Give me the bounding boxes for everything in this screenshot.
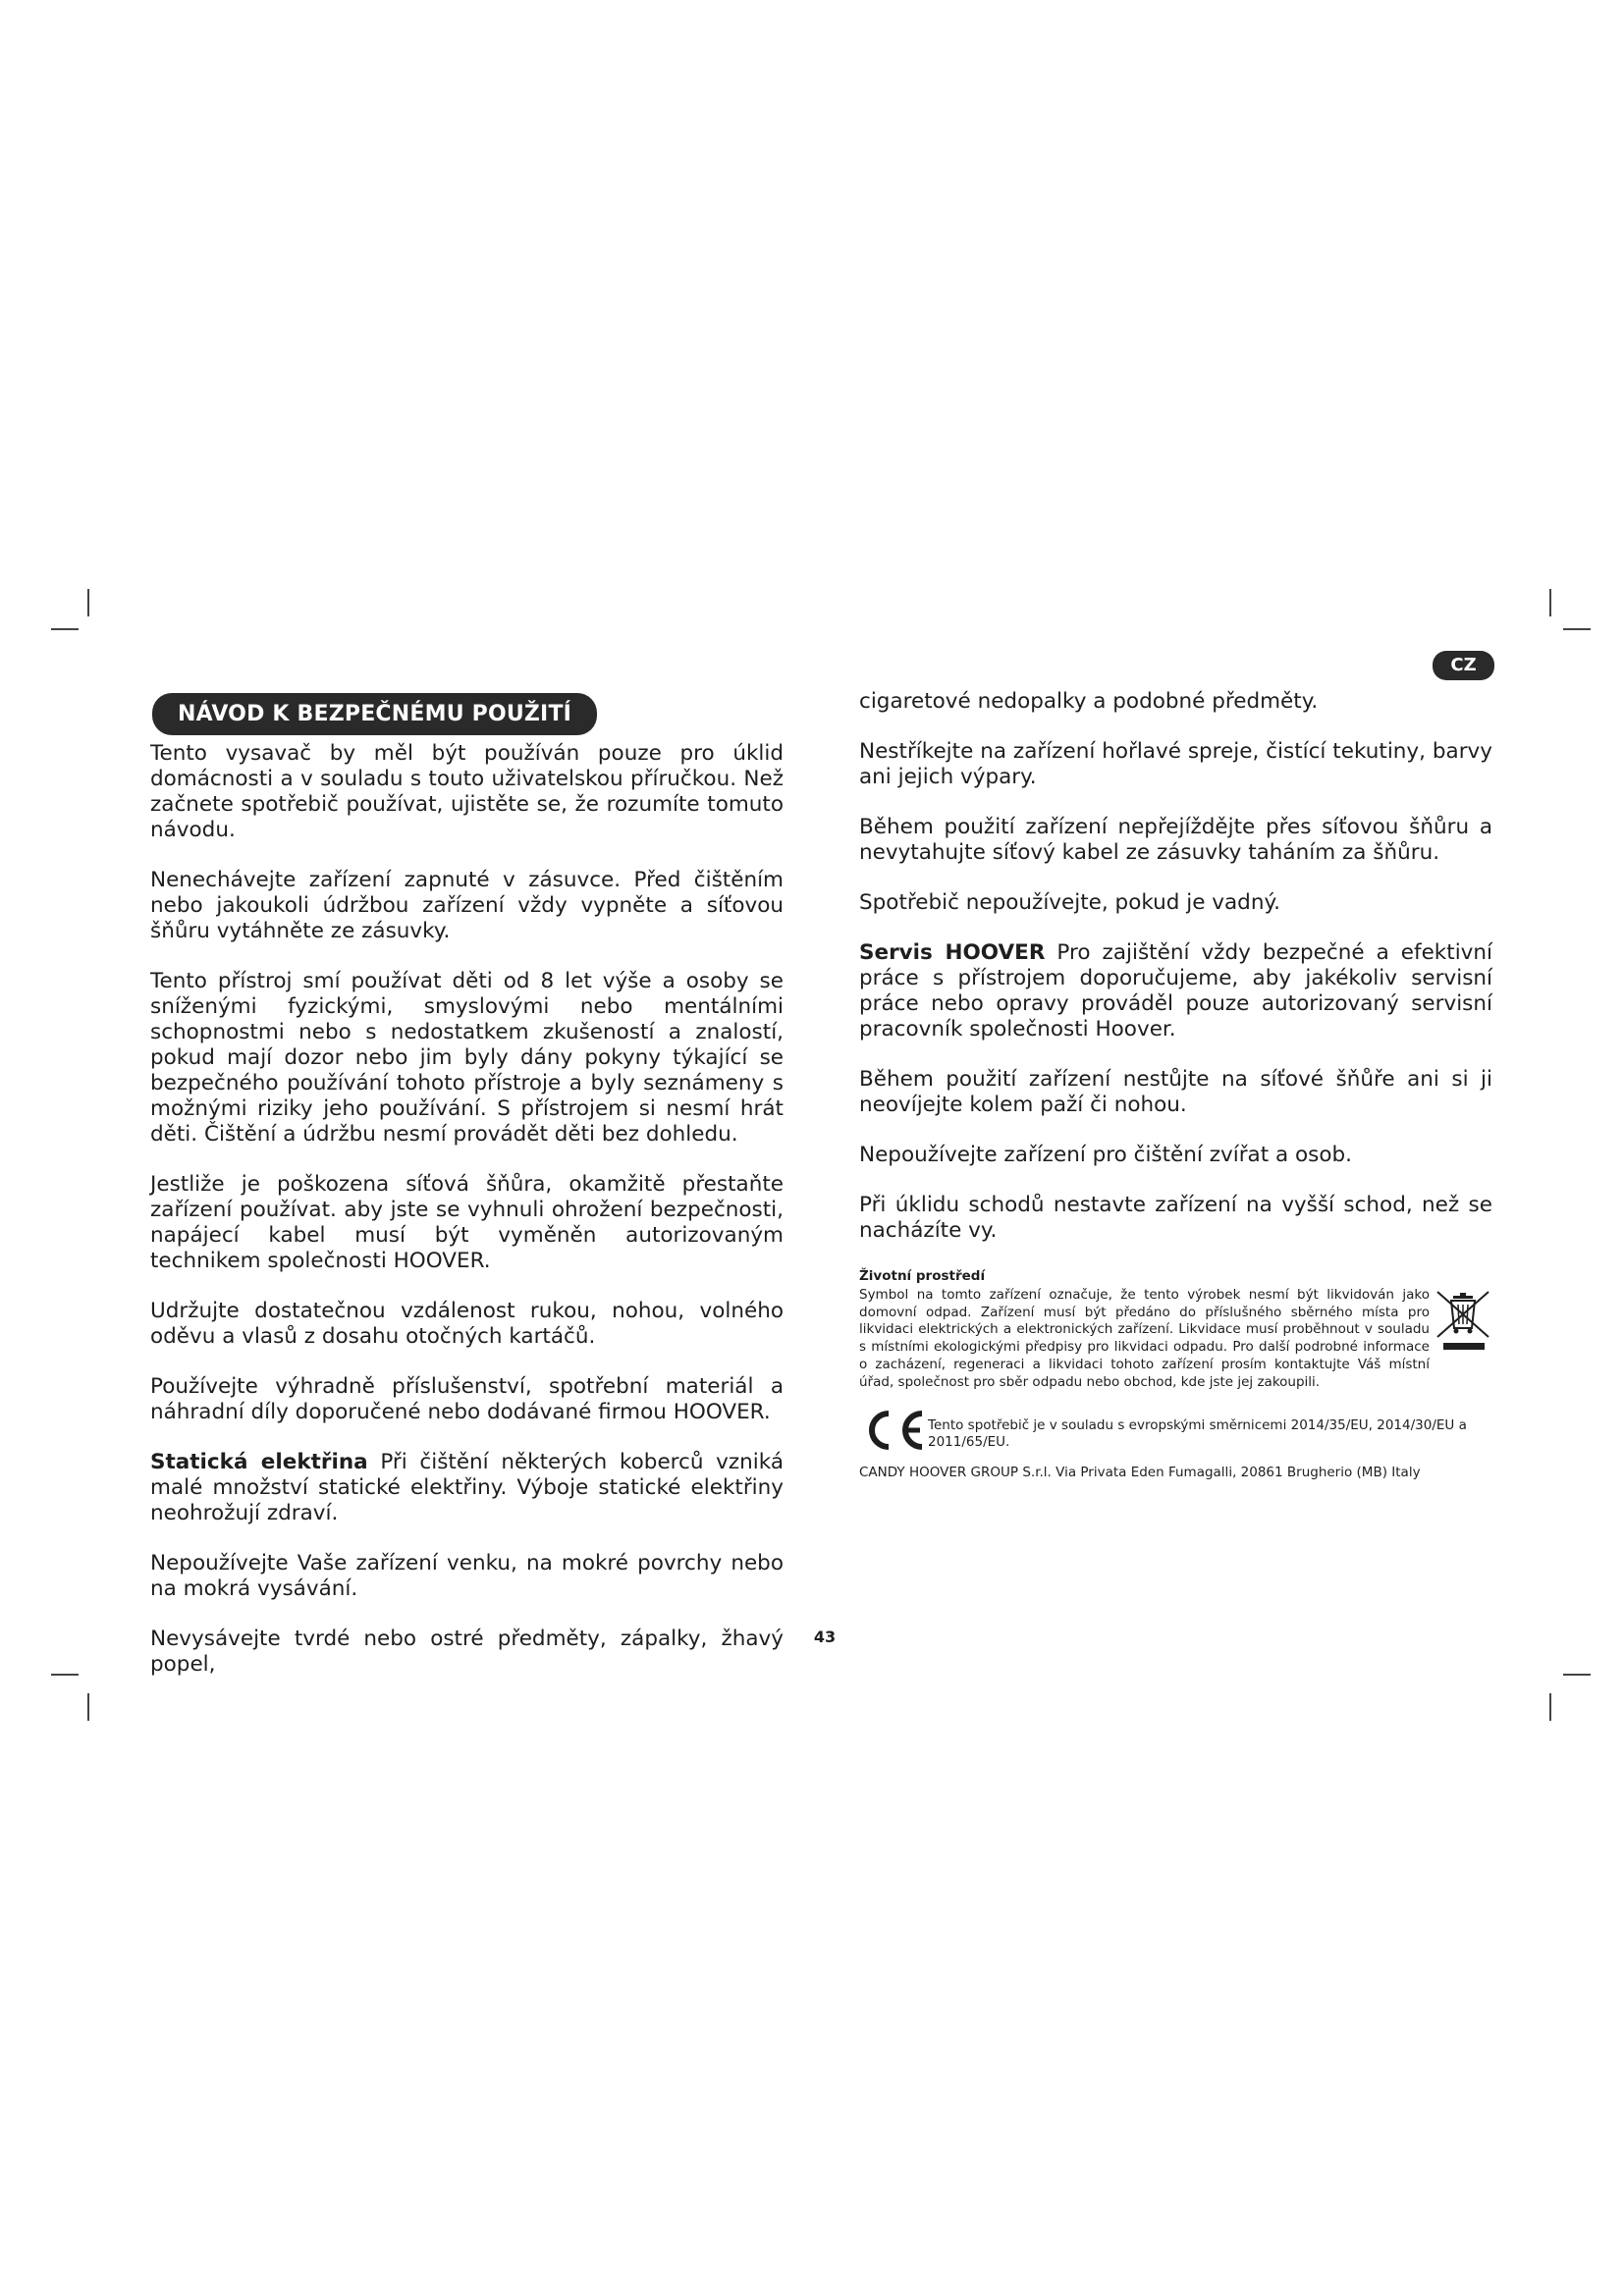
paragraph: Nepoužívejte Vaše zařízení venku, na mokré povrchy nebo na mokrá vysávání. bbox=[150, 1551, 784, 1601]
paragraph-lead: Statická elektřina bbox=[150, 1450, 368, 1474]
paragraph: Udržujte dostatečnou vzdálenost rukou, nohou, volného oděvu a vlasů z dosahu otočných kartáčů. bbox=[150, 1299, 784, 1349]
crop-mark bbox=[1563, 1674, 1591, 1676]
environment-text: Symbol na tomto zařízení označuje, že tento výrobek nesmí být likvidován jako domovní odpad. Zařízení musí být předáno do příslušného sběrného místa pro likvidaci elektrických a elektronických zařízení. Likvidace musí proběhnout v souladu s místními ekologickými předpisy pro likvidaci odpadu. Pro další podrobné informace o zacházení, regeneraci a likvidaci tohoto zařízení prosím kontaktujte Váš místní úřad, společnost pro sběr odpadu nebo obchod, kde jste jej zakoupili. bbox=[859, 1286, 1430, 1390]
environment-title: Životní prostředí bbox=[859, 1268, 986, 1284]
crop-mark bbox=[51, 1674, 79, 1676]
company-address: CANDY HOOVER GROUP S.r.l. Via Privata Eden Fumagalli, 20861 Brugherio (MB) Italy bbox=[859, 1464, 1421, 1480]
paragraph: Při úklidu schodů nestavte zařízení na vyšší schod, než se nacházíte vy. bbox=[859, 1193, 1492, 1243]
paragraph: Spotřebič nepoužívejte, pokud je vadný. bbox=[859, 890, 1280, 915]
left-column bbox=[150, 741, 784, 1702]
paragraph: cigaretové nedopalky a podobné předměty. bbox=[859, 689, 1319, 714]
paragraph: Nepoužívejte zařízení pro čištění zvířat a osob. bbox=[859, 1143, 1352, 1167]
crop-mark bbox=[87, 589, 89, 616]
crop-mark bbox=[87, 1693, 89, 1721]
paragraph-lead: Servis HOOVER bbox=[859, 940, 1046, 965]
section-title-badge: NÁVOD K BEZPEČNÉMU POUŽITÍ bbox=[152, 693, 597, 735]
page-number: 43 bbox=[813, 1628, 837, 1646]
paragraph: Používejte výhradně příslušenství, spotřební materiál a náhradní díly doporučené nebo dodávané firmou HOOVER. bbox=[150, 1374, 784, 1424]
paragraph: Během použití zařízení nepřejíždějte přes síťovou šňůru a nevytahujte síťový kabel ze zásuvky taháním za šňůru. bbox=[859, 815, 1492, 865]
ce-statement: Tento spotřebič je v souladu s evropskými směrnicemi 2014/35/EU, 2014/30/EU a 2011/65/EU. bbox=[928, 1416, 1467, 1451]
crop-mark bbox=[1563, 628, 1591, 630]
paragraph-static-electricity: Statická elektřina Při čištění některých koberců vzniká malé množství statické elektřiny. Výboje statické elektřiny neohrožují zdraví. bbox=[150, 1450, 784, 1525]
paragraph: Nestříkejte na zařízení hořlavé spreje, čistící tekutiny, barvy ani jejich výpary. bbox=[859, 739, 1492, 789]
weee-bin-icon bbox=[1435, 1288, 1492, 1353]
paragraph: Nevysávejte tvrdé nebo ostré předměty, zápalky, žhavý popel, bbox=[150, 1627, 784, 1677]
paragraph: Nenechávejte zařízení zapnuté v zásuvce. Před čištěním nebo jakoukoli údržbou zařízení vždy vypněte a síťovou šňůru vytáhněte ze zásuvky. bbox=[150, 868, 784, 943]
ce-conformity bbox=[859, 1408, 1492, 1453]
right-column bbox=[859, 689, 1492, 1480]
paragraph: Během použití zařízení nestůjte na síťové šňůře ani si ji neovíjejte kolem paží či nohou. bbox=[859, 1067, 1492, 1117]
paragraph: Tento vysavač by měl být používán pouze pro úklid domácnosti a v souladu s touto uživatelskou příručkou. Než začnete spotřebič používat, ujistěte se, že rozumíte tomuto návodu. bbox=[150, 741, 784, 842]
crop-mark bbox=[1549, 1693, 1551, 1721]
paragraph: Jestliže je poškozena síťová šňůra, okamžitě přestaňte zařízení používat. aby jste se vyhnuli ohrožení bezpečnosti, napájecí kabel musí být vyměněn autorizovaným technikem společnosti HOOVER. bbox=[150, 1172, 784, 1273]
paragraph-hoover-service: Servis HOOVER Pro zajištění vždy bezpečné a efektivní práce s přístrojem doporučujeme, aby jakékoliv servisní práce nebo opravy prováděl pouze autorizovaný servisní pracovník společnosti Hoover. bbox=[859, 940, 1492, 1041]
environment-section bbox=[859, 1268, 1492, 1480]
crop-mark bbox=[51, 628, 79, 630]
crop-mark bbox=[1549, 589, 1551, 616]
language-tag: CZ bbox=[1433, 651, 1494, 680]
ce-mark-icon bbox=[859, 1408, 928, 1453]
paragraph: Tento přístroj smí používat děti od 8 let výše a osoby se sníženými fyzickými, smyslovými nebo mentálními schopnostmi nebo s nedostatkem zkušeností a znalostí, pokud mají dozor nebo jim byly dány pokyny týkající se bezpečného používání tohoto přístroje a byly seznámeny s možnými riziky jeho používání. S přístrojem si nesmí hrát děti. Čištění a údržbu nesmí provádět děti bez dohledu. bbox=[150, 969, 784, 1147]
